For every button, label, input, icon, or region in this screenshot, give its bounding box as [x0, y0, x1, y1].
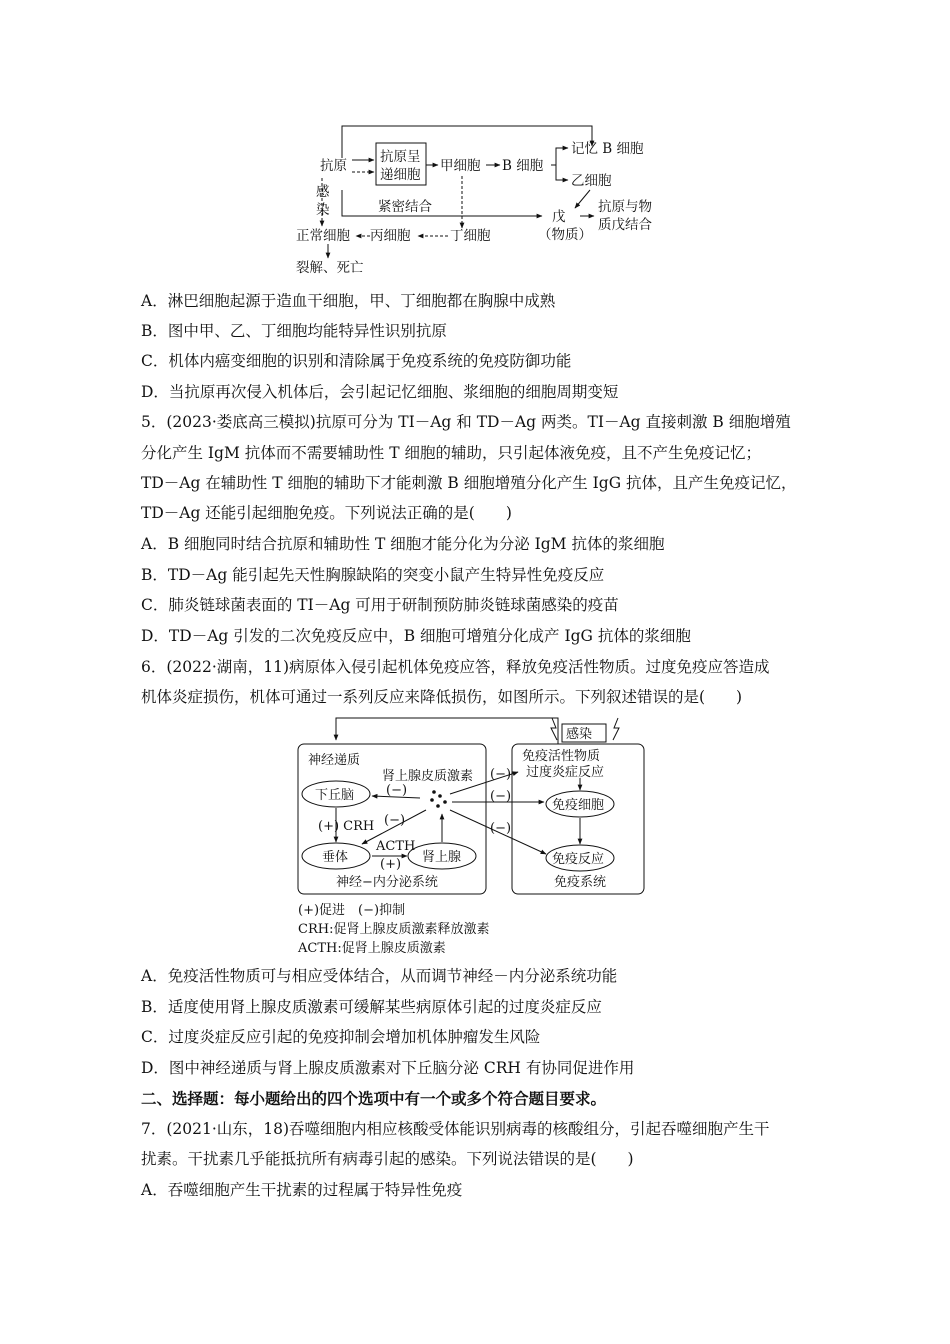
q5-stem-2: 分化产生 IgM 抗体而不需要辅助性 T 细胞的辅助，只引起体液免疫，且不产生免疫记忆； — [141, 444, 761, 462]
antigen-binding-label-1: 抗原与物 — [598, 199, 652, 215]
infection-char-1: 感 — [316, 184, 330, 200]
immune-response-label: 免疫反应 — [552, 852, 605, 867]
apc-label-1: 抗原呈 — [380, 149, 421, 165]
q4-option-b: B．图中甲、乙、丁细胞均能特异性识别抗原 — [141, 322, 447, 340]
lysis-label: 裂解、死亡 — [296, 260, 364, 276]
q4-option-a: A．淋巴细胞起源于造血干细胞，甲、丁细胞都在胸腺中成熟 — [141, 292, 556, 310]
wu-label: 戊 — [552, 209, 566, 225]
inhibit-pituitary-label: (−) — [384, 813, 406, 828]
section-2-title: 二、选择题：每小题给出的四个选项中有一个或多个符合题目要求。 — [141, 1089, 607, 1108]
infection-label: 感染 — [566, 727, 593, 742]
inhibit-active-label: (−) — [490, 767, 512, 782]
q6-option-d: D．图中神经递质与肾上腺皮质激素对下丘脑分泌 CRH 有协同促进作用 — [141, 1059, 635, 1077]
tight-binding-label: 紧密结合 — [378, 199, 432, 215]
q7-stem-1: 7．(2021·山东，18)吞噬细胞内相应核酸受体能识别病毒的核酸组分，引起吞噬细胞产生干 — [141, 1120, 770, 1138]
normal-cell-label: 正常细胞 — [296, 228, 350, 244]
pituitary-label: 垂体 — [322, 850, 349, 865]
ding-cell-label: 丁细胞 — [450, 228, 491, 244]
antigen-label: 抗原 — [320, 158, 347, 174]
q5-option-a: A．B 细胞同时结合抗原和辅助性 T 细胞才能分化为分泌 IgM 抗体的浆细胞 — [141, 535, 665, 553]
q4-option-c: C．机体内癌变细胞的识别和清除属于免疫系统的免疫防御功能 — [141, 352, 572, 370]
hypothalamus-label: 下丘脑 — [315, 788, 355, 803]
adrenal-hormone-label: 肾上腺皮质激素 — [382, 769, 474, 784]
memory-b-label: 记忆 B 细胞 — [571, 141, 644, 157]
q6-option-c: C．过度炎症反应引起的免疫抑制会增加机体肿瘤发生风险 — [141, 1028, 541, 1046]
q5-option-d: D．TD－Ag 引发的二次免疫反应中，B 细胞可增殖分化成产 IgG 抗体的浆细胞 — [141, 627, 691, 645]
substance-label: （物质） — [538, 227, 592, 243]
apc-label-2: 递细胞 — [380, 167, 421, 183]
neurotransmitter-label: 神经递质 — [308, 753, 361, 768]
legend-line-2: CRH:促肾上腺皮质激素释放激素 — [298, 922, 490, 937]
q4-option-d: D．当抗原再次侵入机体后，会引起记忆细胞、浆细胞的细胞周期变短 — [141, 383, 619, 401]
q5-option-c: C．肺炎链球菌表面的 TI－Ag 可用于研制预防肺炎链球菌感染的疫苗 — [141, 596, 619, 614]
immune-cell-label: 免疫细胞 — [552, 798, 605, 813]
q6-option-a: A．免疫活性物质可与相应受体结合，从而调节神经－内分泌系统功能 — [141, 967, 618, 985]
infection-char-2: 染 — [316, 202, 330, 218]
b-cell-label: B 细胞 — [502, 158, 544, 174]
legend-line-1: (+)促进 (−)抑制 — [298, 903, 406, 918]
jia-cell-label: 甲细胞 — [440, 158, 481, 174]
immune-process-diagram — [280, 118, 680, 278]
crh-label: (+) CRH — [318, 819, 375, 834]
bing-cell-label: 丙细胞 — [370, 228, 411, 244]
q7-stem-2: 扰素。干扰素几乎能抵抗所有病毒引起的感染。下列说法错误的是( ) — [141, 1150, 634, 1168]
acth-label: ACTH — [376, 839, 416, 854]
inhibit-hypothalamus-label: (−) — [386, 783, 408, 798]
neuro-endocrine-system-label: 神经−内分泌系统 — [336, 875, 438, 890]
yi-cell-label: 乙细胞 — [571, 173, 612, 189]
q6-stem-1: 6．(2022·湖南，11)病原体入侵引起机体免疫应答，释放免疫活性物质。过度免疫应答造成 — [141, 658, 770, 676]
inflammation-label: 过度炎症反应 — [526, 765, 605, 780]
neuro-immune-diagram — [290, 714, 650, 962]
q5-option-b: B．TD－Ag 能引起先天性胸腺缺陷的突变小鼠产生特异性免疫反应 — [141, 566, 605, 584]
immune-system-label: 免疫系统 — [554, 875, 607, 890]
q7-option-a: A．吞噬细胞产生干扰素的过程属于特异性免疫 — [141, 1181, 463, 1199]
adrenal-label: 肾上腺 — [422, 850, 462, 865]
antigen-binding-label-2: 质戊结合 — [598, 217, 652, 233]
immune-active-label: 免疫活性物质 — [522, 749, 601, 764]
inhibit-response-label: (−) — [490, 821, 512, 836]
q5-stem-3: TD－Ag 在辅助性 T 细胞的辅助下才能刺激 B 细胞增殖分化产生 IgG 抗体，且产生免疫记忆， — [141, 474, 797, 492]
legend-line-3: ACTH:促肾上腺皮质激素 — [298, 941, 446, 956]
inhibit-cell-label: (−) — [490, 789, 512, 804]
q6-stem-2: 机体炎症损伤，机体可通过一系列反应来降低损伤，如图所示。下列叙述错误的是( ) — [141, 688, 743, 706]
q6-option-b: B．适度使用肾上腺皮质激素可缓解某些病原体引起的过度炎症反应 — [141, 998, 602, 1016]
acth-plus-label: (+) — [380, 857, 402, 872]
q5-stem-4: TD－Ag 还能引起细胞免疫。下列说法正确的是( ) — [141, 504, 512, 522]
q5-stem-1: 5．(2023·娄底高三模拟)抗原可分为 TI－Ag 和 TD－Ag 两类。TI－Ag 直接刺激 B 细胞增殖 — [141, 413, 791, 431]
